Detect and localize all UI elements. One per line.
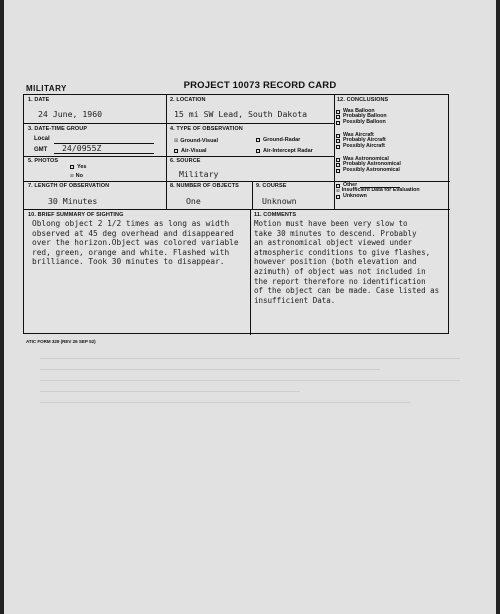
conclusions-label: 12. CONCLUSIONS [337, 97, 389, 103]
date-value: 24 June, 1960 [38, 109, 103, 119]
comments-text: Motion must have been very slow to take 30 minutes to descend. Probably an astronomical object viewed under atmospheric conditions to give flashes, however position (both elevation and azimuth) of object was not included in the report therefore no identification of the object can be made. Case listed as insufficient Data. [254, 219, 440, 305]
bleed-through-text [0, 348, 500, 468]
card-title: PROJECT 10073 RECORD CARD [183, 80, 337, 91]
summary-label: 10. BRIEF SUMMARY OF SIGHTING [28, 212, 124, 218]
checkbox-icon [336, 115, 340, 119]
checkbox-icon [256, 138, 260, 142]
checkbox-icon [336, 121, 340, 125]
air-visual-option: Air-Visual [174, 148, 207, 154]
scan-edge-left [0, 0, 4, 614]
checkbox-icon [336, 110, 340, 114]
photos-no-option: ☒ No [70, 172, 83, 179]
checkbox-icon [336, 163, 340, 167]
air-intercept-radar-option: Air-Intercept Radar [256, 148, 313, 154]
course-value: Unknown [262, 196, 297, 206]
check-mark-icon: ☒ [70, 172, 74, 179]
source-label: 6. SOURCE [170, 158, 201, 164]
course-label: 9. COURSE [256, 183, 287, 189]
location-value: 15 mi SW Lead, South Dakota [174, 109, 308, 119]
checkbox-icon [70, 165, 74, 169]
photos-yes-option: Yes [70, 164, 86, 170]
check-mark-icon: ☒ [174, 136, 179, 144]
form-number: ATIC FORM 329 (REV 26 SEP 52) [26, 339, 96, 344]
conclusion-group-astronomical: Was Astronomical Probably Astronomical Possibly Astronomical [336, 157, 448, 173]
conclusion-group-other: Other ☒ Insufficient Data for Evaluation Unknown [336, 182, 420, 199]
gmt-label: GMT [34, 147, 48, 153]
num-objects-label: 8. NUMBER OF OBJECTS [170, 183, 239, 189]
checkbox-icon [336, 195, 340, 199]
conclusion-group-balloon: Was Balloon Probably Balloon Possibly Balloon [336, 109, 448, 125]
checkbox-icon [336, 169, 340, 173]
checkbox-icon [336, 145, 340, 149]
scan-edge-right [496, 0, 500, 614]
check-mark-icon: ☒ [336, 187, 340, 195]
dtg-label: 3. DATE-TIME GROUP [28, 126, 88, 132]
type-obs-label: 4. TYPE OF OBSERVATION [170, 126, 243, 132]
summary-text: Oblong object 2 1/2 times as long as width observed at 45 deg overhead and disappeared over the horizon.Object was colored variable red, green, orange and white. Flashed with brilliance. Took 30 minutes to disappear. [32, 219, 239, 267]
checkbox-icon [336, 134, 340, 138]
photos-label: 5. PHOTOS [28, 158, 59, 164]
comments-label: 11. COMMENTS [254, 212, 297, 218]
checkbox-icon [336, 139, 340, 143]
location-label: 2. LOCATION [170, 97, 206, 103]
checkbox-icon [256, 149, 260, 153]
conclusion-group-aircraft: Was Aircraft Probably Aircraft Possibly Aircraft [336, 133, 448, 149]
checkbox-icon [174, 149, 178, 153]
source-value: Military [179, 169, 219, 179]
date-label: 1. DATE [28, 97, 50, 103]
length-value: 30 Minutes [48, 196, 98, 206]
local-label: Local [34, 136, 50, 142]
checkbox-icon [336, 158, 340, 162]
military-stamp: MILITARY [26, 84, 67, 93]
num-objects-value: One [186, 196, 201, 206]
length-label: 7. LENGTH OF OBSERVATION [28, 183, 110, 189]
ground-radar-option: Ground-Radar [256, 137, 300, 143]
gmt-value: 24/0955Z [62, 143, 102, 153]
record-card [23, 94, 449, 334]
ground-visual-option: ☒ Ground-Visual [174, 136, 219, 144]
